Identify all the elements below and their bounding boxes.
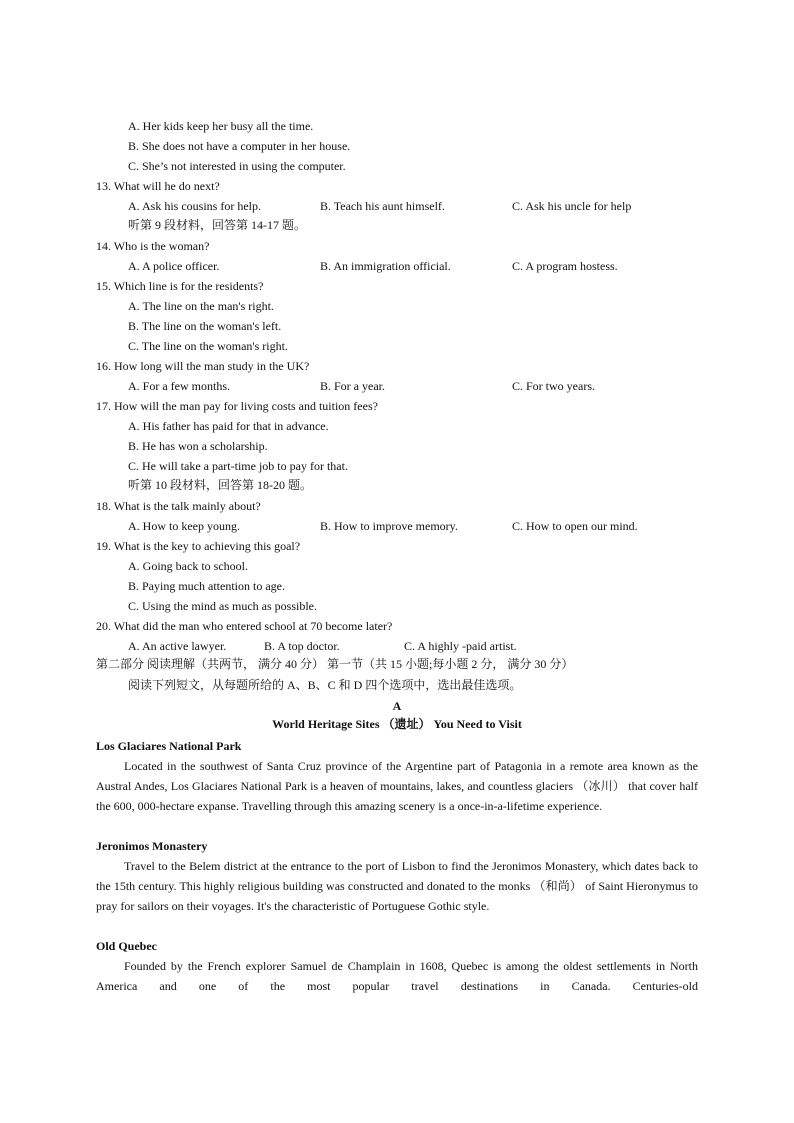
- q16-option-c: C. For two years.: [512, 379, 595, 393]
- section-heading-los-glaciares: Los Glaciares National Park: [96, 739, 242, 753]
- q12-option-a: A. Her kids keep her busy all the time.: [128, 119, 314, 133]
- q19-option-c: C. Using the mind as much as possible.: [128, 599, 317, 613]
- q18-option-c: C. How to open our mind.: [512, 519, 638, 533]
- part2-heading: 第二部分 阅读理解（共两节， 满分 40 分） 第一节（共 15 小题;每小题 2 分， 满分 30 分）: [96, 657, 574, 671]
- q17-option-c: C. He will take a part-time job to pay for that.: [128, 459, 348, 473]
- q14-option-b: B. An immigration official.: [320, 259, 451, 273]
- section-heading-old-quebec: Old Quebec: [96, 939, 158, 953]
- section-9-instruction: 听第 9 段材料，回答第 14-17 题。: [128, 218, 306, 232]
- q18-option-b: B. How to improve memory.: [320, 519, 458, 533]
- q17-stem: 17. How will the man pay for living costs and tuition fees?: [96, 399, 378, 413]
- q15-option-c: C. The line on the woman's right.: [128, 339, 288, 353]
- q20-option-b: B. A top doctor.: [264, 639, 340, 653]
- q16-option-a: A. For a few months.: [128, 379, 230, 393]
- q19-option-a: A. Going back to school.: [128, 559, 248, 573]
- section-10-instruction: 听第 10 段材料，回答第 18-20 题。: [128, 478, 312, 492]
- q15-option-a: A. The line on the man's right.: [128, 299, 274, 313]
- paragraph-text: Located in the southwest of Santa Cruz province of the Argentine part of Patagonia in a remote area known as the Austral Andes, Los Glaciares National Park is a heaven of mountains, lakes, and countless glaciers （冰川） that cover half the 600, 000-hectare expanse. Travelling through this amazing scenery is a once-in-a-lifetime experience.: [96, 759, 698, 813]
- passage-title: World Heritage Sites （遗址） You Need to Visit: [272, 717, 522, 731]
- paragraph-text: Travel to the Belem district at the entrance to the port of Lisbon to find the Jeronimos Monastery, which dates back to the 15th century. This highly religious building was constructed and donated to the monks （和尚） of Saint Hieronymus to pray for sailors on their voyages. It's the characteristic of Portuguese Gothic style.: [96, 859, 698, 913]
- q19-option-b: B. Paying much attention to age.: [128, 579, 285, 593]
- q20-stem: 20. What did the man who entered school at 70 become later?: [96, 619, 393, 633]
- q15-stem: 15. Which line is for the residents?: [96, 279, 264, 293]
- part2-instruction: 阅读下列短文，从每题所给的 A、B、C 和 D 四个选项中，选出最佳选项。: [128, 678, 522, 692]
- q14-stem: 14. Who is the woman?: [96, 239, 210, 253]
- paragraph-los-glaciares: [96, 756, 698, 816]
- q16-stem: 16. How long will the man study in the UK?: [96, 359, 310, 373]
- passage-letter: A: [392, 699, 402, 713]
- q18-stem: 18. What is the talk mainly about?: [96, 499, 261, 513]
- q13-option-b: B. Teach his aunt himself.: [320, 199, 445, 213]
- paragraph-text: Founded by the French explorer Samuel de Champlain in 1608, Quebec is among the oldest settlements in North America and one of the most popular travel destinations in Canada. Centuries-old: [96, 959, 698, 993]
- q12-option-b: B. She does not have a computer in her house.: [128, 139, 351, 153]
- q16-option-b: B. For a year.: [320, 379, 385, 393]
- q19-stem: 19. What is the key to achieving this goal?: [96, 539, 301, 553]
- section-heading-jeronimos: Jeronimos Monastery: [96, 839, 208, 853]
- paragraph-jeronimos: [96, 856, 698, 916]
- q20-option-a: A. An active lawyer.: [128, 639, 227, 653]
- q13-option-a: A. Ask his cousins for help.: [128, 199, 261, 213]
- q20-option-c: C. A highly -paid artist.: [404, 639, 517, 653]
- q13-stem: 13. What will he do next?: [96, 179, 220, 193]
- q17-option-a: A. His father has paid for that in advance.: [128, 419, 329, 433]
- q17-option-b: B. He has won a scholarship.: [128, 439, 268, 453]
- q13-option-c: C. Ask his uncle for help: [512, 199, 632, 213]
- q12-option-c: C. She’s not interested in using the computer.: [128, 159, 346, 173]
- paragraph-old-quebec: [96, 956, 698, 996]
- q18-option-a: A. How to keep young.: [128, 519, 240, 533]
- q14-option-a: A. A police officer.: [128, 259, 220, 273]
- q15-option-b: B. The line on the woman's left.: [128, 319, 282, 333]
- q14-option-c: C. A program hostess.: [512, 259, 618, 273]
